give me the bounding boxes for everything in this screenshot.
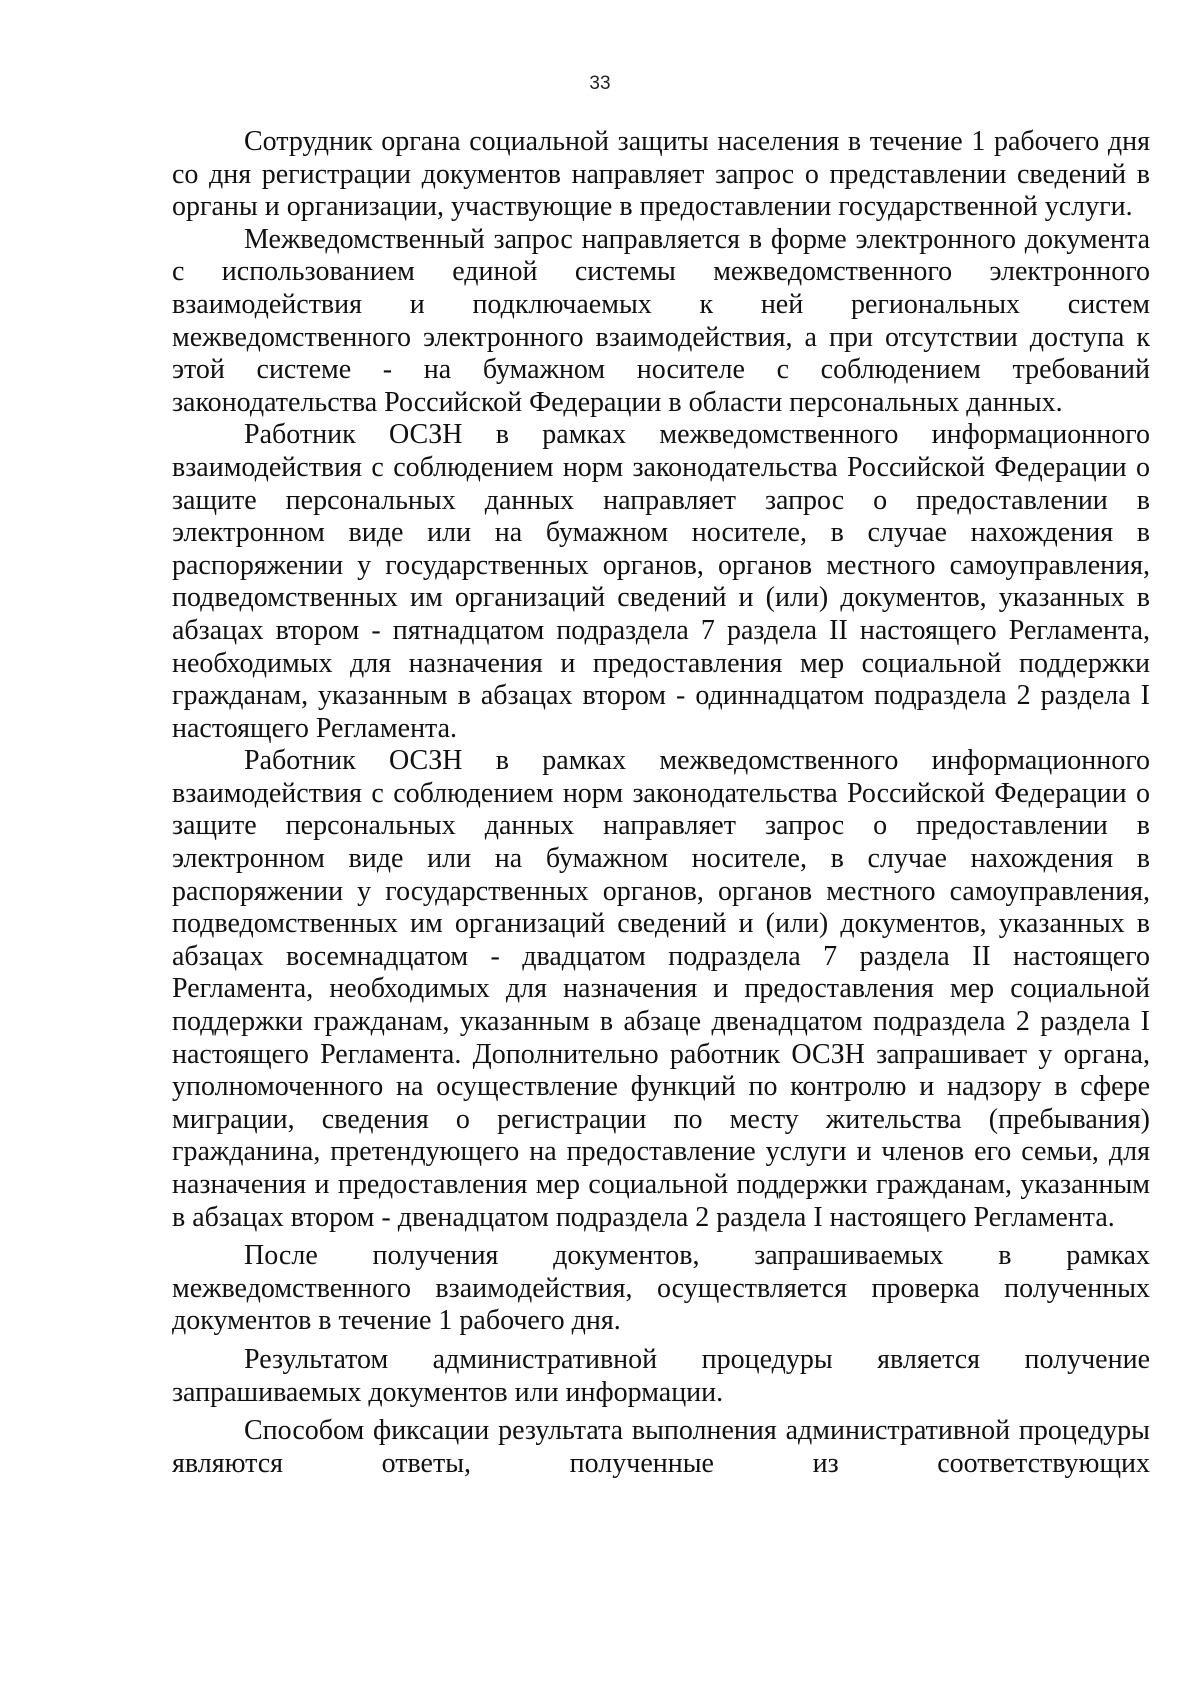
- page-number: 33: [589, 73, 611, 94]
- paragraph-procedure-result: Результатом административной процедуры является получение запрашиваемых документов или информации.: [172, 1343, 1150, 1408]
- paragraph-result-recording-method: Способом фиксации результата выполнения административной процедуры являются ответы, полученные из соответствующих: [172, 1415, 1150, 1479]
- paragraph-oszn-request-section-7-second-fifteenth: Работник ОСЗН в рамках межведомственного информационного взаимодействия с соблюдением норм законодательства Российской Федерации о защите персональных данных направляет запрос о предоставлении в электронном виде или на бумажном носителе, в случае нахождения в распоряжении у государственных органов, органов местного самоуправления, подведомственных им организаций сведений и (или) документов, указанных в абзацах втором - пятнадцатом подраздела 7 раздела II настоящего Регламента, необходимых для назначения и предоставления мер социальной поддержки гражданам, указанным в абзацах втором - одиннадцатом подраздела 2 раздела I настоящего Регламента.: [172, 419, 1150, 744]
- document-body: [172, 126, 1150, 1480]
- paragraph-request-deadline: Сотрудник органа социальной защиты населения в течение 1 рабочего дня со дня регистрации документов направляет запрос о представлении сведений в органы и организации, участвующие в предоставлении государственной услуги.: [172, 126, 1150, 223]
- paragraph-oszn-request-section-7-eighteenth-twentieth: Работник ОСЗН в рамках межведомственного информационного взаимодействия с соблюдением норм законодательства Российской Федерации о защите персональных данных направляет запрос о предоставлении в электронном виде или на бумажном носителе, в случае нахождения в распоряжении у государственных органов, органов местного самоуправления, подведомственных им организаций сведений и (или) документов, указанных в абзацах восемнадцатом - двадцатом подраздела 7 раздела II настоящего Регламента, необходимых для назначения и предоставления мер социальной поддержки гражданам, указанным в абзаце двенадцатом подраздела 2 раздела I настоящего Регламента. Дополнительно работник ОСЗН запрашивает у органа, уполномоченного на осуществление функций по контролю и надзору в сфере миграции, сведения о регистрации по месту жительства (пребывания) гражданина, претендующего на предоставление услуги и членов его семьи, для назначения и предоставления мер социальной поддержки гражданам, указанным в абзацах втором - двенадцатом подраздела 2 раздела I настоящего Регламента.: [172, 745, 1150, 1233]
- paragraph-interagency-request-form: Межведомственный запрос направляется в форме электронного документа с использованием единой системы межведомственного электронного взаимодействия и подключаемых к ней региональных систем межведомственного электронного взаимодействия, а при отсутствии доступа к этой системе - на бумажном носителе с соблюдением требований законодательства Российской Федерации в области персональных данных.: [172, 223, 1150, 418]
- paragraph-document-verification: После получения документов, запрашиваемых в рамках межведомственного взаимодействия, осуществляется проверка полученных документов в течение 1 рабочего дня.: [172, 1240, 1150, 1337]
